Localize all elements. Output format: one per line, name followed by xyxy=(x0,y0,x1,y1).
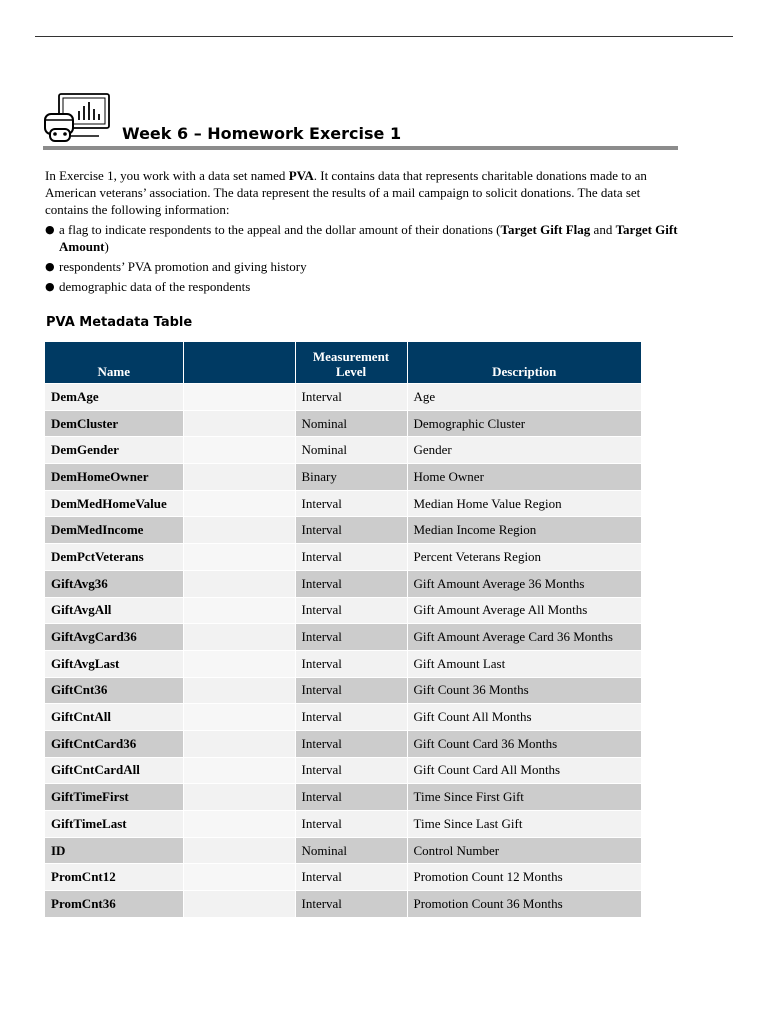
cell-description: Gift Amount Last xyxy=(407,650,641,677)
bullet-bold: Target Gift Amount xyxy=(59,222,678,254)
cell-blank xyxy=(183,464,295,491)
cell-description: Time Since First Gift xyxy=(407,784,641,811)
table-row xyxy=(45,384,641,411)
cell-blank xyxy=(183,864,295,891)
cell-blank xyxy=(183,650,295,677)
cell-description: Age xyxy=(407,384,641,411)
cell-description: Median Income Region xyxy=(407,517,641,544)
table-row xyxy=(45,677,641,704)
header-description: Description xyxy=(407,342,641,384)
cell-description: Time Since Last Gift xyxy=(407,811,641,838)
cell-blank xyxy=(183,544,295,571)
cell-blank xyxy=(183,597,295,624)
table-row xyxy=(45,704,641,731)
cell-measurement-level: Interval xyxy=(295,704,407,731)
cell-measurement-level: Interval xyxy=(295,517,407,544)
cell-blank xyxy=(183,730,295,757)
intro-rest: . It contains data that represents charitable donations made to an American veterans’ association. The data represent the results of a mail campaign to solicit donations. The data set contains the following information: xyxy=(45,168,647,217)
cell-blank xyxy=(183,784,295,811)
cell-name: DemAge xyxy=(45,384,183,411)
cell-measurement-level: Nominal xyxy=(295,410,407,437)
cell-measurement-level: Interval xyxy=(295,811,407,838)
cell-description: Gift Count 36 Months xyxy=(407,677,641,704)
cell-measurement-level: Interval xyxy=(295,864,407,891)
table-row xyxy=(45,864,641,891)
cell-description: Gift Count Card All Months xyxy=(407,757,641,784)
metadata-table xyxy=(45,342,641,917)
cell-measurement-level: Interval xyxy=(295,624,407,651)
cell-description: Gift Count All Months xyxy=(407,704,641,731)
cell-blank xyxy=(183,384,295,411)
table-row xyxy=(45,464,641,491)
page-title: Week 6 – Homework Exercise 1 xyxy=(122,124,402,143)
list-item xyxy=(45,278,685,295)
table-row xyxy=(45,570,641,597)
bullet-text: a flag to indicate respondents to the appeal and the dollar amount of their donations ( xyxy=(59,222,501,237)
cell-name: GiftAvgAll xyxy=(45,597,183,624)
cell-blank xyxy=(183,837,295,864)
cell-blank xyxy=(183,704,295,731)
cell-blank xyxy=(183,811,295,838)
dataset-name: PVA xyxy=(288,168,314,183)
cell-description: Gift Amount Average All Months xyxy=(407,597,641,624)
table-row xyxy=(45,784,641,811)
cell-name: GiftCnt36 xyxy=(45,677,183,704)
intro-section xyxy=(45,167,685,298)
cell-measurement-level: Interval xyxy=(295,677,407,704)
cell-name: PromCnt12 xyxy=(45,864,183,891)
table-row xyxy=(45,837,641,864)
cell-description: Gift Count Card 36 Months xyxy=(407,730,641,757)
bullet-icon: ● xyxy=(45,260,55,273)
cell-name: DemHomeOwner xyxy=(45,464,183,491)
cell-blank xyxy=(183,490,295,517)
cell-description: Gender xyxy=(407,437,641,464)
cell-name: DemPctVeterans xyxy=(45,544,183,571)
cell-measurement-level: Interval xyxy=(295,784,407,811)
cell-measurement-level: Nominal xyxy=(295,837,407,864)
cell-measurement-level: Interval xyxy=(295,490,407,517)
cell-measurement-level: Interval xyxy=(295,384,407,411)
intro-paragraph xyxy=(45,167,685,218)
cell-name: ID xyxy=(45,837,183,864)
cell-name: GiftTimeLast xyxy=(45,811,183,838)
cell-description: Control Number xyxy=(407,837,641,864)
table-row xyxy=(45,437,641,464)
cell-name: GiftAvg36 xyxy=(45,570,183,597)
table-row xyxy=(45,624,641,651)
heading-divider xyxy=(43,146,678,150)
cell-name: GiftCntAll xyxy=(45,704,183,731)
cell-description: Home Owner xyxy=(407,464,641,491)
cell-blank xyxy=(183,757,295,784)
bullet-bold: Target Gift Flag xyxy=(500,222,591,237)
header-blank xyxy=(183,342,295,384)
table-row xyxy=(45,757,641,784)
header-name: Name xyxy=(45,342,183,384)
cell-blank xyxy=(183,570,295,597)
cell-name: GiftAvgCard36 xyxy=(45,624,183,651)
cell-description: Percent Veterans Region xyxy=(407,544,641,571)
table-row xyxy=(45,650,641,677)
cell-measurement-level: Interval xyxy=(295,597,407,624)
cell-description: Gift Amount Average 36 Months xyxy=(407,570,641,597)
cell-measurement-level: Nominal xyxy=(295,437,407,464)
cell-name: GiftCntCardAll xyxy=(45,757,183,784)
table-header-row xyxy=(45,342,641,384)
bullet-icon: ● xyxy=(45,223,55,236)
cell-name: GiftAvgLast xyxy=(45,650,183,677)
cell-measurement-level: Interval xyxy=(295,730,407,757)
bullet-text: ) xyxy=(104,239,109,254)
cell-blank xyxy=(183,517,295,544)
table-row xyxy=(45,730,641,757)
cell-blank xyxy=(183,410,295,437)
header-measurement-level: Measurement Level xyxy=(295,342,407,384)
cell-name: GiftCntCard36 xyxy=(45,730,183,757)
table-row xyxy=(45,410,641,437)
cell-name: DemMedHomeValue xyxy=(45,490,183,517)
cell-description: Promotion Count 36 Months xyxy=(407,891,641,917)
cell-description: Promotion Count 12 Months xyxy=(407,864,641,891)
computer-with-chart-icon xyxy=(43,92,113,144)
table-row xyxy=(45,597,641,624)
bullet-text: and xyxy=(590,222,616,237)
cell-measurement-level: Interval xyxy=(295,570,407,597)
bullet-icon: ● xyxy=(45,280,55,293)
cell-name: DemCluster xyxy=(45,410,183,437)
cell-measurement-level: Interval xyxy=(295,650,407,677)
table-row xyxy=(45,891,641,917)
info-list xyxy=(45,221,685,295)
cell-measurement-level: Interval xyxy=(295,891,407,917)
cell-measurement-level: Interval xyxy=(295,757,407,784)
bullet-text: demographic data of the respondents xyxy=(59,279,251,294)
list-item xyxy=(45,221,685,255)
table-body xyxy=(45,384,641,917)
list-item xyxy=(45,258,685,275)
cell-measurement-level: Interval xyxy=(295,544,407,571)
cell-measurement-level: Binary xyxy=(295,464,407,491)
cell-description: Demographic Cluster xyxy=(407,410,641,437)
cell-name: DemMedIncome xyxy=(45,517,183,544)
table-row xyxy=(45,544,641,571)
bullet-text: respondents’ PVA promotion and giving history xyxy=(59,259,307,274)
table-row xyxy=(45,811,641,838)
intro-lead: In Exercise 1, you work with a data set named xyxy=(45,168,289,183)
table-row xyxy=(45,490,641,517)
cell-name: GiftTimeFirst xyxy=(45,784,183,811)
cell-name: DemGender xyxy=(45,437,183,464)
top-rule xyxy=(35,36,733,37)
cell-description: Gift Amount Average Card 36 Months xyxy=(407,624,641,651)
cell-blank xyxy=(183,437,295,464)
cell-blank xyxy=(183,624,295,651)
cell-description: Median Home Value Region xyxy=(407,490,641,517)
table-title: PVA Metadata Table xyxy=(46,315,193,330)
cell-blank xyxy=(183,677,295,704)
cell-blank xyxy=(183,891,295,917)
cell-name: PromCnt36 xyxy=(45,891,183,917)
table-row xyxy=(45,517,641,544)
